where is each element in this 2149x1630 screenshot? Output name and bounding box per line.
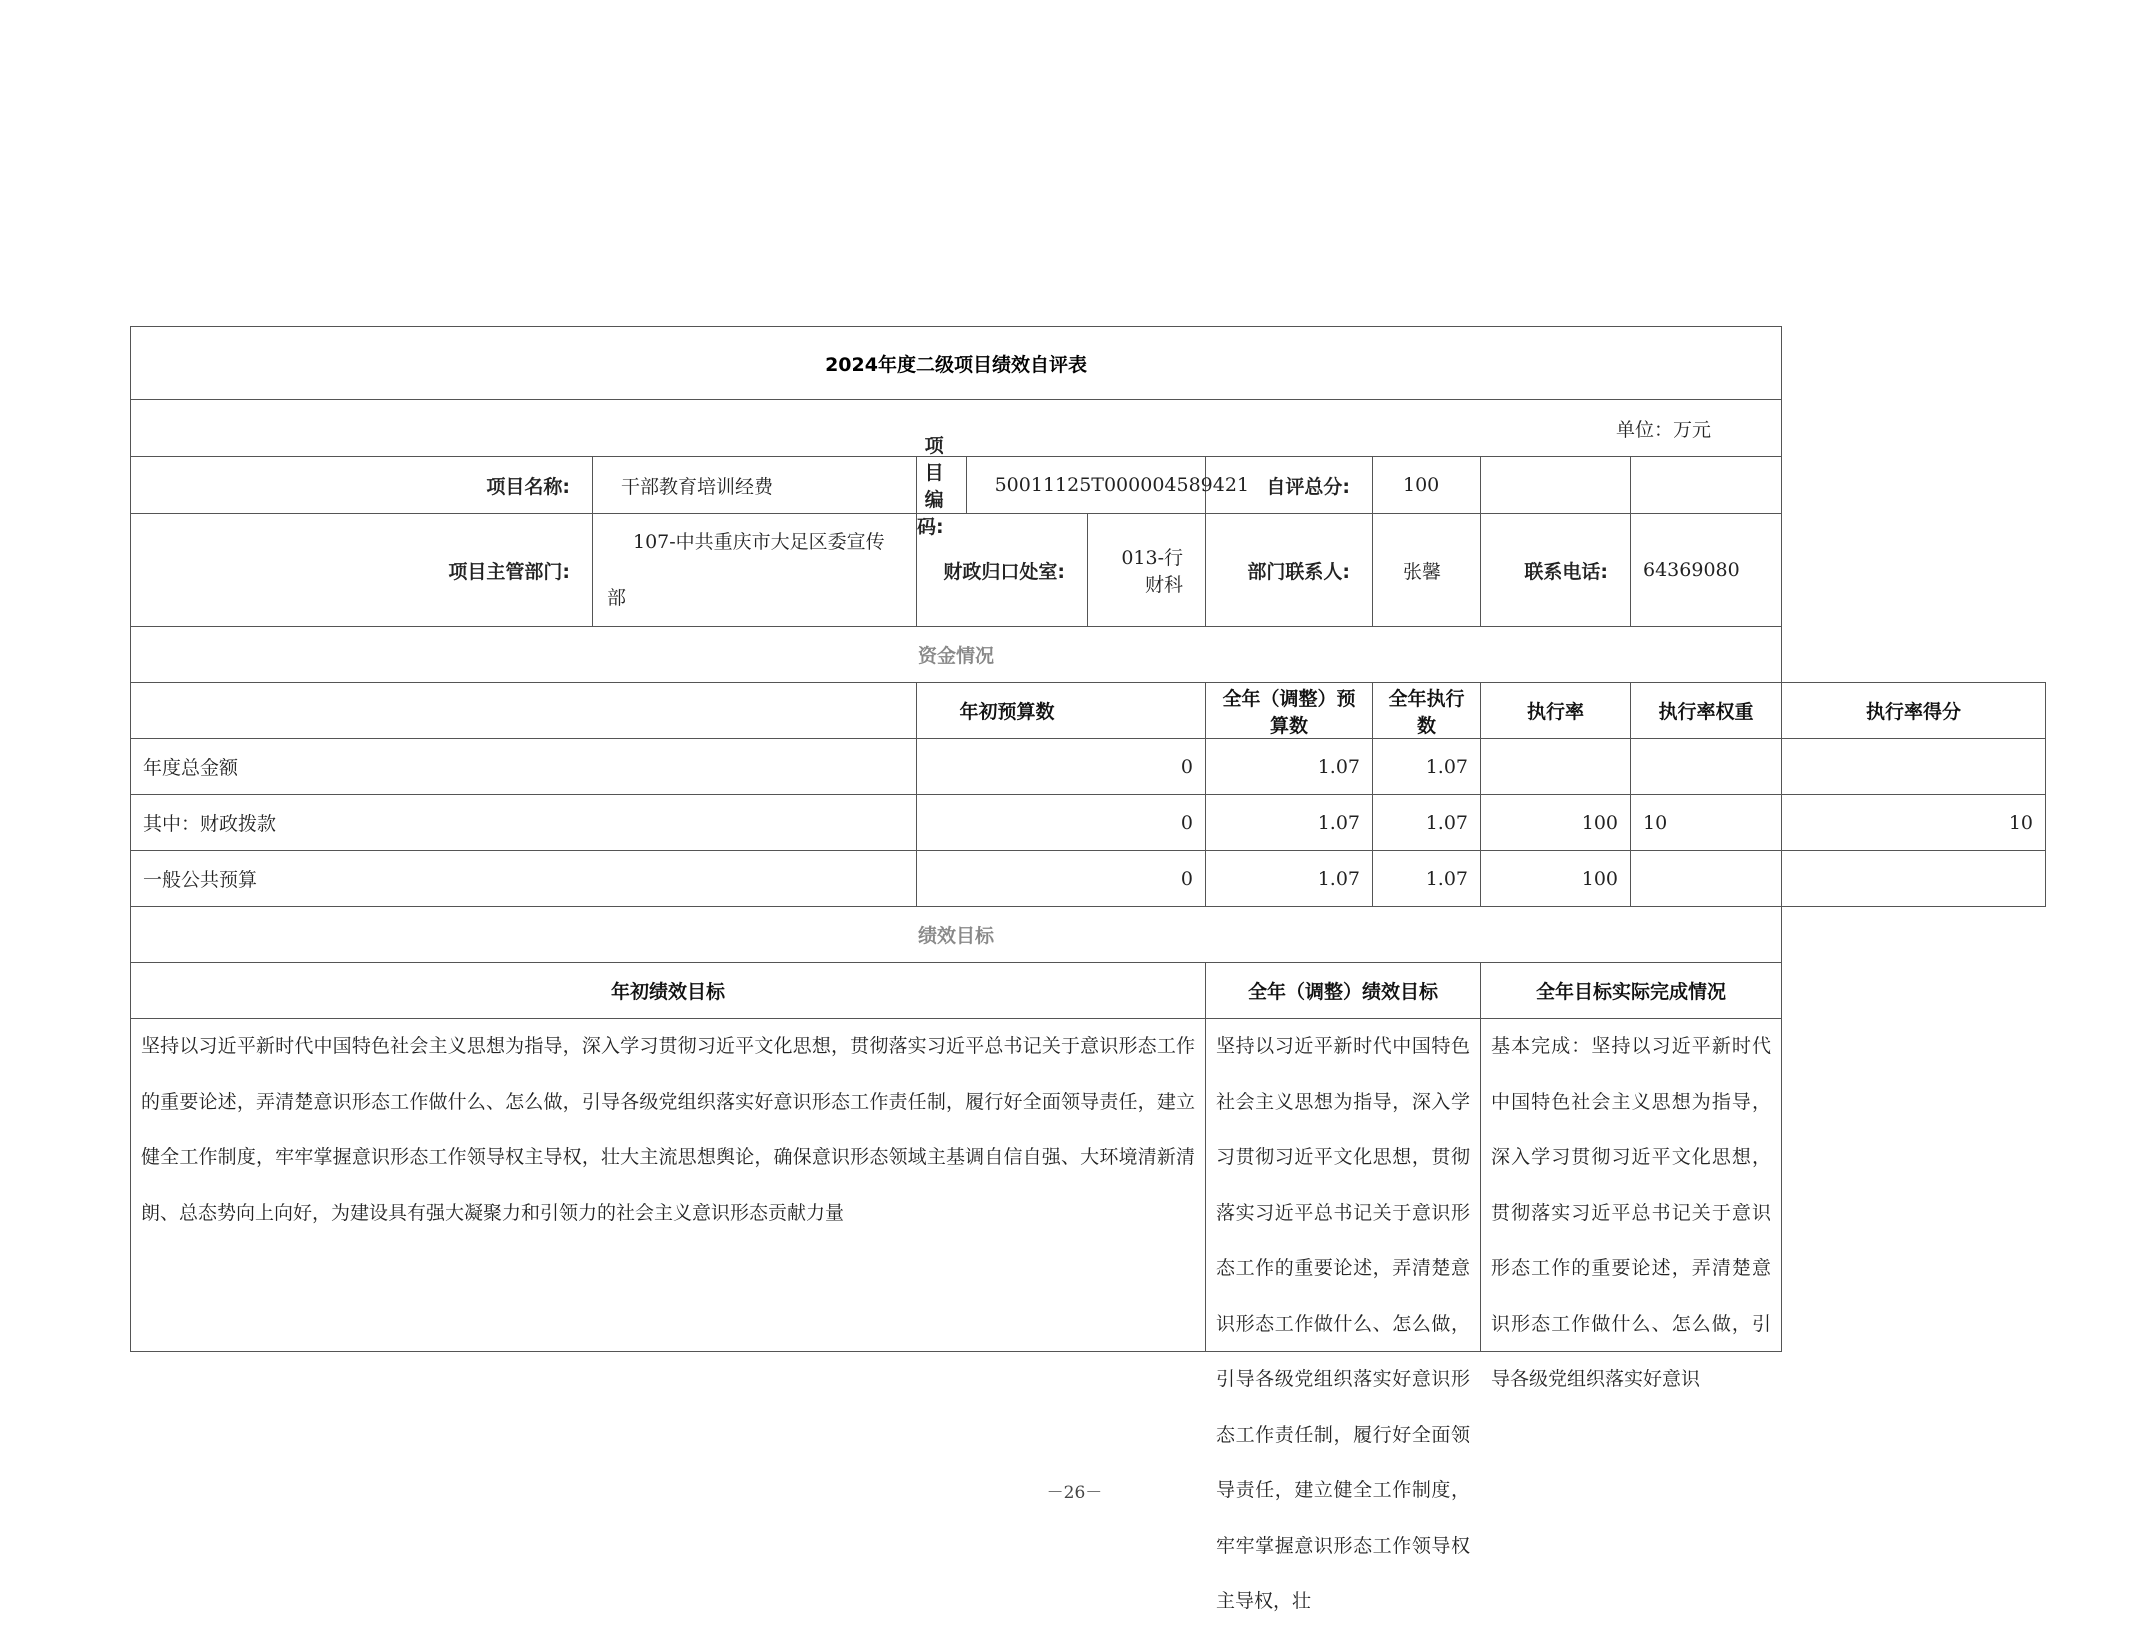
adjusted-goal-content: 坚持以习近平新时代中国特色社会主义思想为指导，深入学习贯彻习近平文化思想，贯彻落实习近平总书记关于意识形态工作的重要论述，弄清楚意识形态工作做什么、怎么做，引导各级党组织落实好意识形态工作责任制，履行好全面领导责任，建立健全工作制度，牢牢掌握意识形态工作领导权主导权，壮 (1216, 1035, 1470, 1612)
dept-value (593, 514, 917, 627)
empty-cell (1631, 457, 1782, 514)
dept-label: 项目主管部门: (131, 514, 593, 627)
empty-cell (1481, 457, 1631, 514)
header-adjusted-goal: 全年（调整）绩效目标 (1206, 963, 1481, 1019)
adjusted-value: 1.07 (1206, 851, 1373, 907)
score-value (1782, 851, 2046, 907)
row-label: 其中：财政拨款 (131, 795, 917, 851)
initial-value: 0 (917, 739, 1206, 795)
adjusted-goal-text (1206, 1019, 1481, 1612)
dept-line-1: 107-中共重庆市大足区委宣传 (633, 531, 885, 553)
project-code-value: 50011125T000004589421 (994, 474, 1250, 496)
adjusted-value: 1.07 (1206, 739, 1373, 795)
executed-value: 1.07 (1373, 739, 1481, 795)
rate-value (1481, 739, 1631, 795)
project-code-label: 项目编码: (917, 457, 967, 513)
initial-goal-content: 坚持以习近平新时代中国特色社会主义思想为指导，深入学习贯彻习近平文化思想，贯彻落实习近平总书记关于意识形态工作的重要论述，弄清楚意识形态工作做什么、怎么做，引导各级党组织落实好意识形态工作责任制，履行好全面领导责任，建立健全工作制度，牢牢掌握意识形态工作领导权主导权，壮大主流思想舆论，确保意识形态领域主基调自信自强、大环境清新清朗、总态势向上向好，为建设具有强大凝聚力和引领力的社会主义意识形态贡献力量 (141, 1035, 1195, 1224)
page-number: －26－ (1046, 1483, 1103, 1503)
project-name-value: 干部教育培训经费 (593, 457, 917, 514)
header-rate-score: 执行率得分 (1782, 683, 2046, 739)
adjusted-value: 1.07 (1206, 795, 1373, 851)
header-rate: 执行率 (1481, 683, 1631, 739)
initial-value: 0 (917, 795, 1206, 851)
contact-label: 部门联系人: (1206, 514, 1373, 627)
row-label: 一般公共预算 (131, 851, 917, 907)
executed-value: 1.07 (1373, 795, 1481, 851)
row-label: 年度总金额 (131, 739, 917, 795)
total-score-value: 100 (1373, 457, 1481, 514)
actual-completion-text (1481, 1019, 1782, 1390)
initial-value: 0 (917, 851, 1206, 907)
phone-value: 64369080 (1631, 514, 1782, 627)
total-score-label: 自评总分: (1206, 457, 1373, 514)
funds-section-title: 资金情况 (131, 627, 1782, 683)
finance-office-value: 013-行财科 (1121, 547, 1183, 596)
weight-value (1631, 739, 1782, 795)
actual-completion-content: 基本完成：坚持以习近平新时代中国特色社会主义思想为指导，深入学习贯彻习近平文化思想，贯彻落实习近平总书记关于意识形态工作的重要论述，弄清楚意识形态工作做什么、怎么做，引导各级党组织落实好意识 (1491, 1035, 1772, 1390)
executed-value: 1.07 (1373, 851, 1481, 907)
contact-value: 张馨 (1373, 514, 1481, 627)
empty-header-cell (131, 683, 917, 739)
score-value: 10 (1782, 795, 2046, 851)
goals-section-title: 绩效目标 (131, 907, 1782, 963)
header-rate-weight: 执行率权重 (1631, 683, 1782, 739)
header-initial-goal: 年初绩效目标 (131, 963, 1206, 1019)
page-title: 2024年度二级项目绩效自评表 (131, 327, 1782, 400)
funds-row (131, 739, 2046, 795)
header-initial-budget: 年初预算数 (917, 683, 1206, 739)
dept-line-2: 部 (607, 587, 627, 609)
header-executed: 全年执行数 (1373, 683, 1481, 739)
initial-goal-text (131, 1019, 1206, 1352)
header-adjusted-budget: 全年（调整）预算数 (1206, 683, 1373, 739)
finance-office-label: 财政归口处室: (917, 514, 1088, 626)
rate-value: 100 (1481, 795, 1631, 851)
weight-value (1631, 851, 1782, 907)
funds-row (131, 795, 2046, 851)
score-value (1782, 739, 2046, 795)
weight-value: 10 (1631, 795, 1782, 851)
rate-value: 100 (1481, 851, 1631, 907)
project-name-label: 项目名称: (131, 457, 593, 514)
unit-label: 单位：万元 (131, 400, 1782, 457)
phone-label: 联系电话: (1481, 514, 1631, 627)
funds-row (131, 851, 2046, 907)
header-actual-completion: 全年目标实际完成情况 (1481, 963, 1782, 1019)
